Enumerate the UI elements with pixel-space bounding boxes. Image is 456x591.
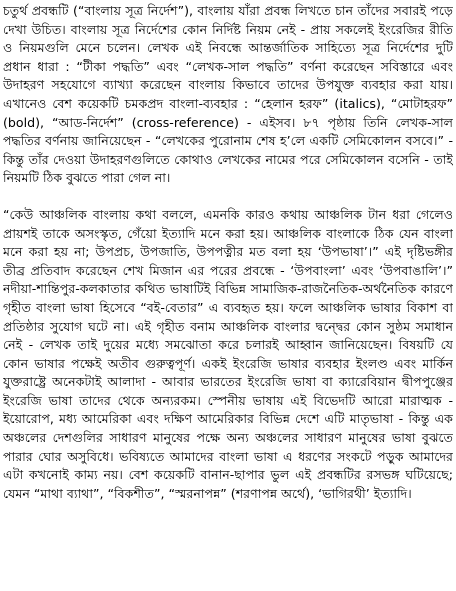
paragraph-review-dialect: “কেউ আঞ্চলিক বাংলায় কথা বললে, এমনকি কারও কথায় আঞ্চলিক টান ধরা গেলেও প্রায়শই তাকে অসংস্কৃত, গেঁয়ো ইত্যাদি মনে করা হয়। আঞ্চলিক বাংলাকে ঠিক যেন বাংলা মনে করা হয় না; উপপ্রচ, উপজাতি, উপপত্নীর মত বলা হয় ‘উপভাষা’।” এই দৃষ্টিভঙ্গীর তীব্র প্রতিবাদ করেছেন শেখ মিজান এর পরের প্রবন্ধে - ‘উপবাংলা’ এবং ‘উপবাঙালি’।” নদীয়া-শান্তিপুর-কলকাতার কথিত ভাষাটিই বিভিন্ন সামাজিক-রাজনৈতিক-অর্থনৈতিক কারণে গৃহীত বাংলা ভাষা হিসেবে “বই-বেতার” এ ব্যবহৃত হয়। ফলে আঞ্চলিক ভাষার বিকাশ বা প্রতিষ্ঠার সুযোগ ঘটে না। এই গৃহীত বনাম আঞ্চলিক বাংলার দ্বন্দ্বের কোন সুষ্ঠম সমাধান নেই - লেখক তাই দুয়ের মধ্যে সমঝোতা করে চলারই আহ্বান জানিয়েছেন। বিষয়টি যে কোন ভাষার পক্ষেই অতীব গুরুত্বপূর্ণ। একই ইংরেজি ভাষার ব্যবহার ইংলণ্ড এবং মার্কিন যুক্তরাষ্ট্রে অনেকটাই আলাদা - আবার ভারতের ইংরেজি ভাষা বা ক্যারেবিয়ান দ্বীপপুঞ্জের ইংরেজি ভাষা তাদের থেকে অন্যরকম। স্পেনীয় ভাষায় এই বিভেদটি আরো মারাত্মক - ইয়োরোপ, মধ্য আমেরিকা এবং দক্ষিণ আমেরিকার বিভিন্ন দেশে এটি মাতৃভাষা - কিন্তু এক অঞ্চলের দেশগুলির সাধারণ মানুষের পক্ষে অন্য অঞ্চলের সাধারণ মানুষের ভাষা বুঝতে পারার ঘোর অসুবিধে। ভবিষ্যতে আমাদের বাংলা ভাষা এ ধরণের সংকটে পড়ুক আমাদের এটা কখনোই কাম্য নয়। বেশ কয়েকটি বানান-ছাপার ভুল এই প্রবন্ধটির রসভঙ্গ ঘটিয়েছে; যেমন “মাথা ব্যাথা”, “বিকশীত”, “স্মরনাপন্ন” (শরণাপন্ন অর্থে), ‘ভাগিরথী’ ইত্যাদি। [3,206,453,501]
paragraph-review-citation: চতুর্থ প্রবন্ধটি (“বাংলায় সূত্র নির্দেশ”), বাংলায় যাঁরা প্রবন্ধ লিখতে চান তাঁদের সবারই পড়ে দেখা উচিত। বাংলায় সূত্র নির্দেশের কোন নির্দিষ্ট নিয়ম নেই - প্রায় সকলেই ইংরেজির রীতি ও নিয়মগুলি মেনে চলেন। লেখক এই নিবন্ধে আন্তর্জাতিক সাহিত্যে সূত্র নির্দেশের দুটি প্রধান ধারা : “টীকা পদ্ধতি” এবং “লেখক-সাল পদ্ধতি” বর্ণনা করেছেন সবিস্তারে এবং উদাহরণ সহযোগে ব্যাখ্যা করেছেন বাংলায় কিভাবে তাদের উপযুক্ত ব্যবহার করা যায়। এখানেও বেশ কয়েকটি চমকপ্রদ বাংলা-ব্যবহার : “হেলান হরফ” (italics), “মোটাহরফ” (bold), “আড-নির্দেশ” (cross-reference) - এইসব। ৮৭ পৃষ্ঠায় তিনি লেখক-সাল পদ্ধতির বর্ণনায় জানিয়েছেন - “লেখকের পুরোনাম শেষ হ’লে একটি সেমিকোলন বসবে।” - কিন্তু তাঁর দেওয়া উদাহরণগুলিতে কোথাও লেখকের নামের পরে সেমিকোলন বসেনি - তাই নিয়মটি ঠিক বুঝতে পারা গেল না। [3,3,453,186]
document-page [3,2,453,589]
